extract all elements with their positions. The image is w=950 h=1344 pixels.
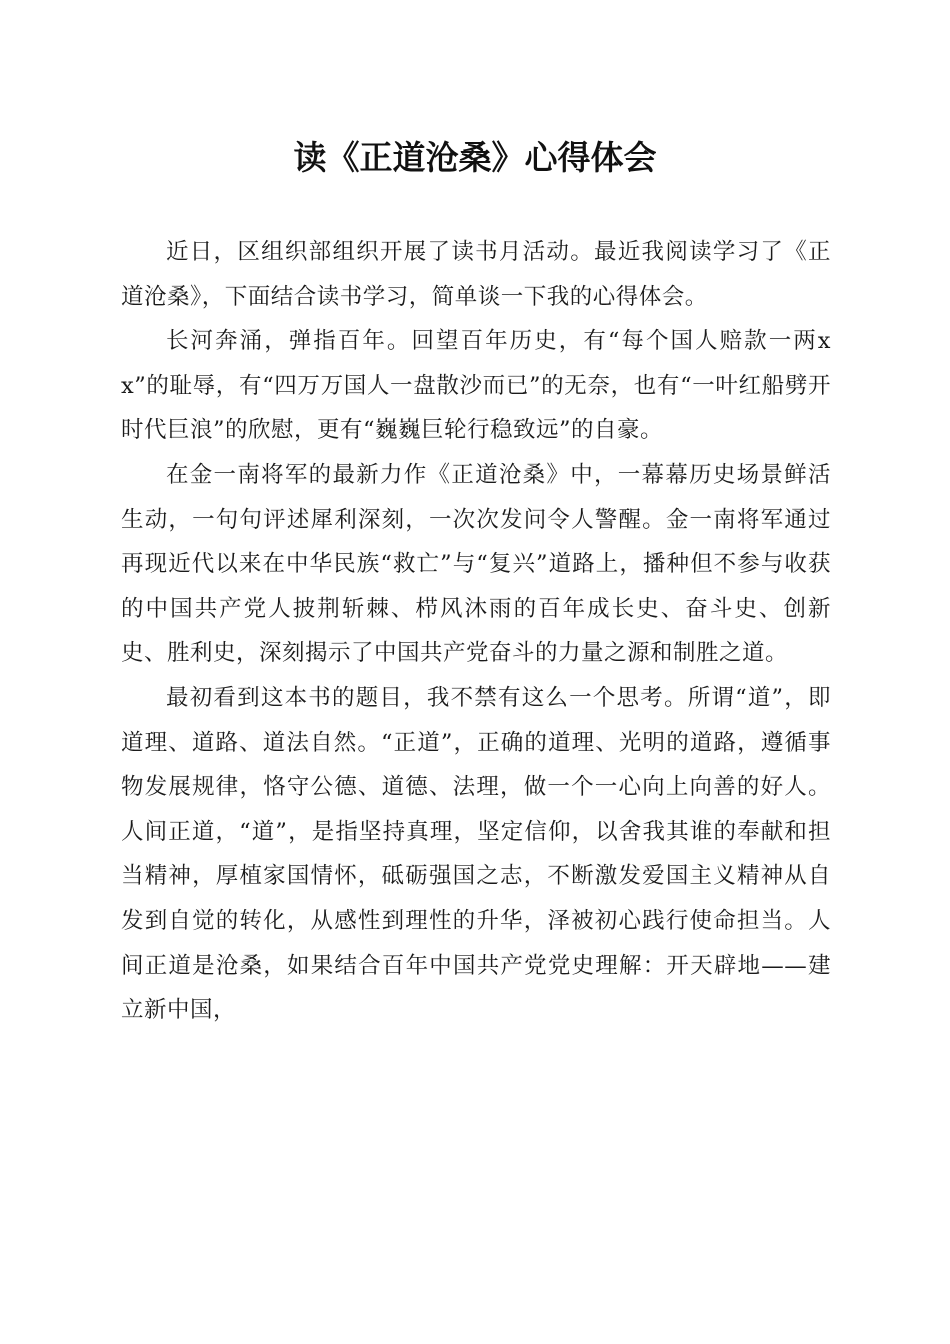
document-title: 读《正道沧桑》心得体会 bbox=[293, 138, 657, 177]
paragraph-2: 长河奔涌，弹指百年。回望百年历史，有“每个国人赔款一两xx”的耻辱，有“四万万国人一盘散沙而已”的无奈，也有“一叶红船劈开时代巨浪”的欣慰，更有“巍巍巨轮行稳致远”的自豪。 bbox=[121, 328, 831, 444]
paragraph-4: 最初看到这本书的题目，我不禁有这么一个思考。所谓“道”，即道理、道路、道法自然。“正道”，正确的道理、光明的道路，遵循事物发展规律，恪守公德、道德、法理，做一个一心向上向善的好人。人间正道，“道”，是指坚持真理，坚定信仰，以舍我其谁的奉献和担当精神，厚植家国情怀，砥砺强国之志，不断激发爱国主义精神从自发到自觉的转化，从感性到理性的升华，泽被初心践行使命担当。人间正道是沧桑，如果结合百年中国共产党党史理解：开天辟地——建立新中国， bbox=[121, 684, 831, 1024]
document-body bbox=[121, 230, 831, 1033]
paragraph-1: 近日，区组织部组织开展了读书月活动。最近我阅读学习了《正道沧桑》，下面结合读书学习，简单谈一下我的心得体会。 bbox=[121, 239, 831, 310]
paragraph-3: 在金一南将军的最新力作《正道沧桑》中，一幕幕历史场景鲜活生动，一句句评述犀利深刻，一次次发问令人警醒。金一南将军通过再现近代以来在中华民族“救亡”与“复兴”道路上，播种但不参与收获的中国共产党人披荆斩棘、栉风沐雨的百年成长史、奋斗史、创新史、胜利史，深刻揭示了中国共产党奋斗的力量之源和制胜之道。 bbox=[121, 461, 831, 667]
